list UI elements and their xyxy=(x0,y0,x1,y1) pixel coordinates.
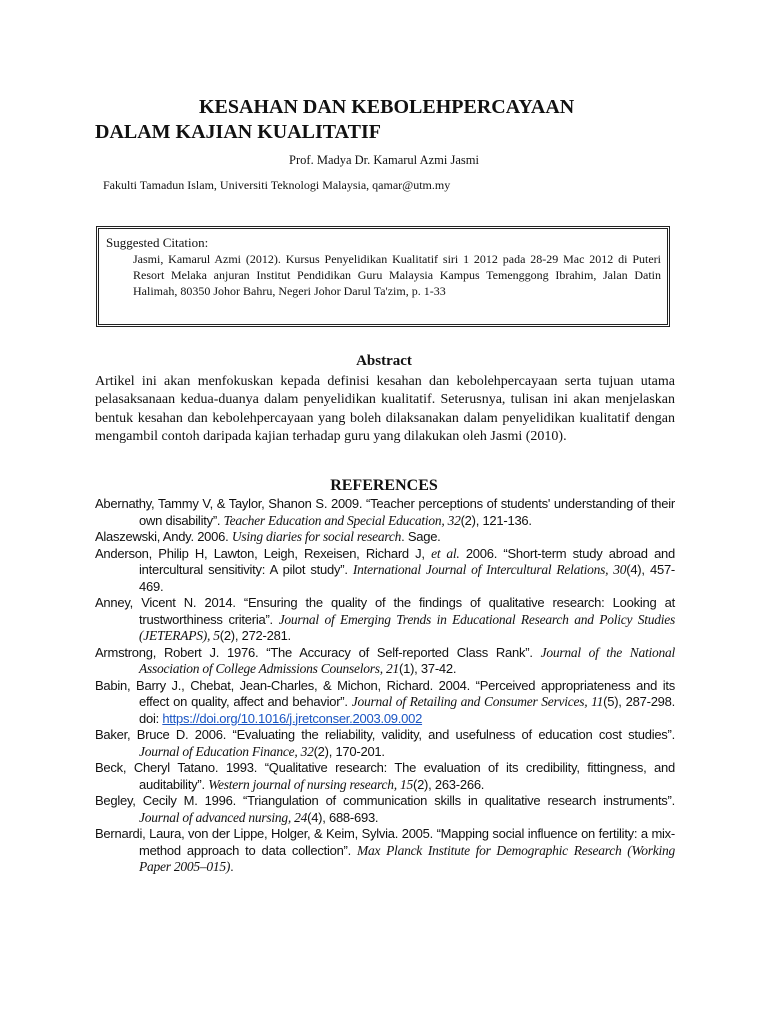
citation-text: Jasmi, Kamarul Azmi (2012). Kursus Penyelidikan Kualitatif siri 1 2012 pada 28-29 Mac 2012 di Puteri Resort Melaka anjuran Institut Pendidikan Guru Malaysia Kampus Temenggong Ibrahim, Jalan Datin Halimah, 80350 Johor Bahru, Negeri Johor Darul Ta'zim, p. 1-33 xyxy=(133,252,661,298)
author-name: Prof. Madya Dr. Kamarul Azmi Jasmi xyxy=(289,153,479,167)
reference-item: Armstrong, Robert J. 1976. “The Accuracy of Self-reported Class Rank”. Journal of the National Association of College Admissions Counselors, 21(1), 37-42. xyxy=(95,644,675,676)
paper-title-line-1: KESAHAN DAN KEBOLEHPERCAYAAN xyxy=(199,96,575,118)
suggested-citation-box xyxy=(96,226,670,327)
doi-link[interactable]: https://doi.org/10.1016/j.jretconser.2003.09.002 xyxy=(162,710,423,726)
reference-list xyxy=(95,496,675,876)
reference-item: Beck, Cheryl Tatano. 1993. “Qualitative research: The evaluation of its credibility, fittingness, and auditability”. Western journal of nursing research, 15(2), 263-266. xyxy=(95,760,675,792)
paper-title-line-2: DALAM KAJIAN KUALITATIF xyxy=(95,121,381,143)
references-heading: REFERENCES xyxy=(330,477,438,494)
abstract-body: Artikel ini akan menfokuskan kepada definisi kesahan dan kebolehpercayaan serta tujuan utama pelasaksanaan kedua-duanya dalam penyelidikan kualitatif. Seterusnya, tulisan ini akan menjelaskan bentuk kesahan dan kebolehpercayaan yang boleh dilaksanakan dalam penyelidikan kualitatif dengan mengambil contoh daripada kajian terhadap guru yang dilakukan oleh Jasmi (2010). xyxy=(95,374,675,444)
author-affiliation: Fakulti Tamadun Islam, Universiti Teknologi Malaysia, qamar@utm.my xyxy=(103,178,451,192)
citation-label: Suggested Citation: xyxy=(106,235,209,250)
reference-item: Alaszewski, Andy. 2006. Using diaries for social research. Sage. xyxy=(95,529,441,544)
reference-item: Anney, Vicent N. 2014. “Ensuring the quality of the findings of qualitative research: Looking at trustworthiness criteria”. Journal of Emerging Trends in Educational Research and Policy Studies (JETERAPS), 5(2), 272-281. xyxy=(95,595,676,643)
paper-title xyxy=(95,95,695,145)
reference-item: Baker, Bruce D. 2006. “Evaluating the reliability, validity, and usefulness of education cost studies”. Journal of Education Finance, 32(2), 170-201. xyxy=(95,727,675,759)
reference-item: Abernathy, Tammy V, & Taylor, Shanon S. 2009. “Teacher perceptions of students' understanding of their own disability”. Teacher Education and Special Education, 32(2), 121-136. xyxy=(95,496,675,528)
reference-item: Babin, Barry J., Chebat, Jean-Charles, & Michon, Richard. 2004. “Perceived appropriateness and its effect on quality, affect and behavior”. Journal of Retailing and Consumer Services, 11(5), 287-298. doi: https://doi.org/10.1016/j.jretconser.2003.09.002 xyxy=(95,677,675,726)
reference-item: Bernardi, Laura, von der Lippe, Holger, & Keim, Sylvia. 2005. “Mapping social influence on fertility: a mix-method approach to data collection”. Max Planck Institute for Demographic Research (Working Paper 2005–015). xyxy=(95,826,675,874)
reference-item: Anderson, Philip H, Lawton, Leigh, Rexeisen, Richard J, et al. 2006. “Short-term study abroad and intercultural sensitivity: A pilot study”. International Journal of Intercultural Relations, 30(4), 457-469. xyxy=(95,545,676,594)
abstract-heading: Abstract xyxy=(356,353,412,369)
reference-item: Begley, Cecily M. 1996. “Triangulation of communication skills in qualitative research instruments”. Journal of advanced nursing, 24(4), 688-693. xyxy=(95,793,675,825)
